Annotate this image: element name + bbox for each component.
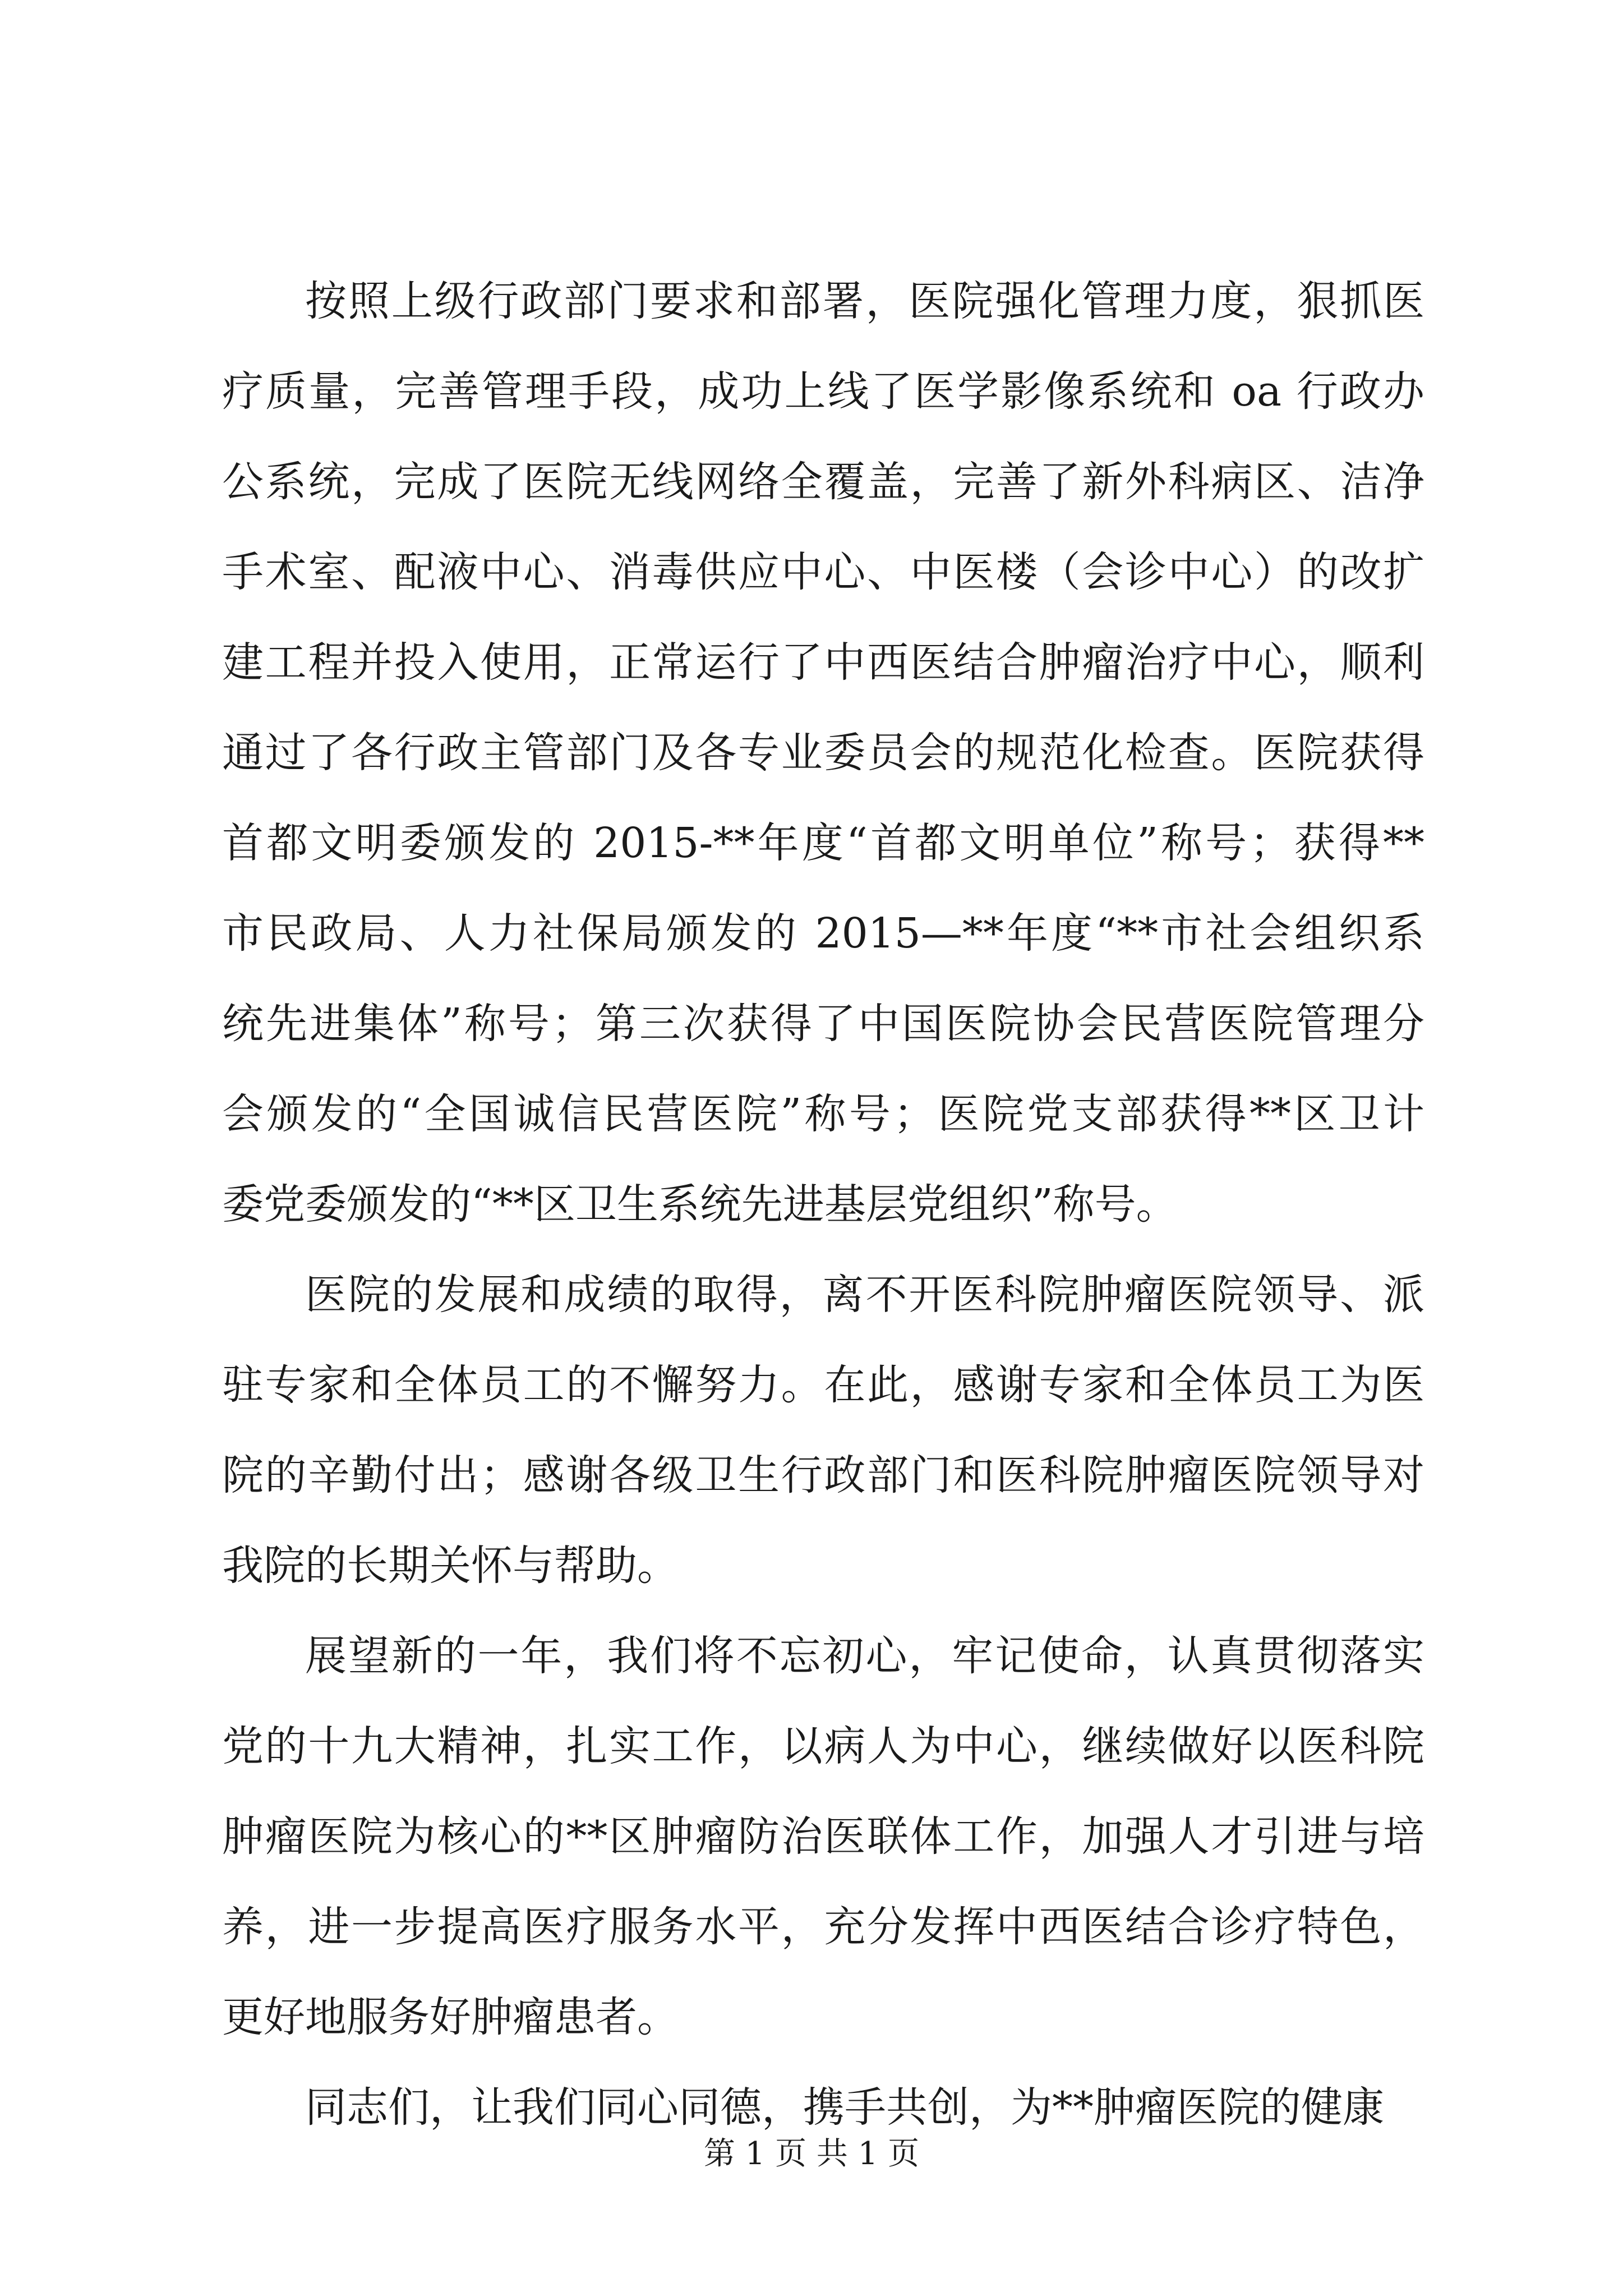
text-line: 我院的长期关怀与帮助。: [222, 1542, 679, 1590]
text-line: 驻专家和全体员工的不懈努力。在此，感谢专家和全体员工为医: [222, 1361, 1424, 1409]
text-line: 委党委颁发的“**区卫生系统先进基层党组织”称号。: [222, 1180, 1178, 1228]
text-line: 统先进集体”称号；第三次获得了中国医院协会民营医院管理分: [222, 1000, 1424, 1048]
text-line: 市民政局、人力社保局颁发的 2015—**年度“**市社会组织系: [222, 909, 1424, 958]
page-footer: 第 1 页 共 1 页: [703, 2136, 920, 2172]
text-line: 首都文明委颁发的 2015-**年度“首都文明单位”称号；获得**: [222, 819, 1424, 867]
text-line: 会颁发的“全国诚信民营医院”称号；医院党支部获得**区卫计: [222, 1090, 1424, 1138]
text-line: 同志们，让我们同心同德，携手共创，为**肿瘤医院的健康: [305, 2083, 1384, 2132]
text-line: 疗质量，完善管理手段，成功上线了医学影像系统和 oa 行政办: [222, 367, 1424, 416]
text-line: 医院的发展和成绩的取得，离不开医科院肿瘤医院领导、派: [305, 1271, 1424, 1319]
text-line: 按照上级行政部门要求和部署，医院强化管理力度，狠抓医: [305, 277, 1424, 325]
text-line: 通过了各行政主管部门及各专业委员会的规范化检查。医院获得: [222, 729, 1424, 777]
text-line: 养，进一步提高医疗服务水平，充分发挥中西医结合诊疗特色，: [222, 1903, 1424, 1951]
text-line: 院的辛勤付出；感谢各级卫生行政部门和医科院肿瘤医院领导对: [222, 1451, 1424, 1499]
text-line: 公系统，完成了医院无线网络全覆盖，完善了新外科病区、洁净: [222, 458, 1424, 506]
text-line: 党的十九大精神，扎实工作，以病人为中心，继续做好以医科院: [222, 1722, 1424, 1770]
text-line: 展望新的一年，我们将不忘初心，牢记使命，认真贯彻落实: [305, 1632, 1424, 1680]
text-line: 更好地服务好肿瘤患者。: [222, 1993, 679, 2041]
text-line: 手术室、配液中心、消毒供应中心、中医楼（会诊中心）的改扩: [222, 548, 1424, 596]
text-line: 建工程并投入使用，正常运行了中西医结合肿瘤治疗中心，顺利: [222, 638, 1424, 687]
text-line: 肿瘤医院为核心的**区肿瘤防治医联体工作，加强人才引进与培: [222, 1812, 1424, 1861]
